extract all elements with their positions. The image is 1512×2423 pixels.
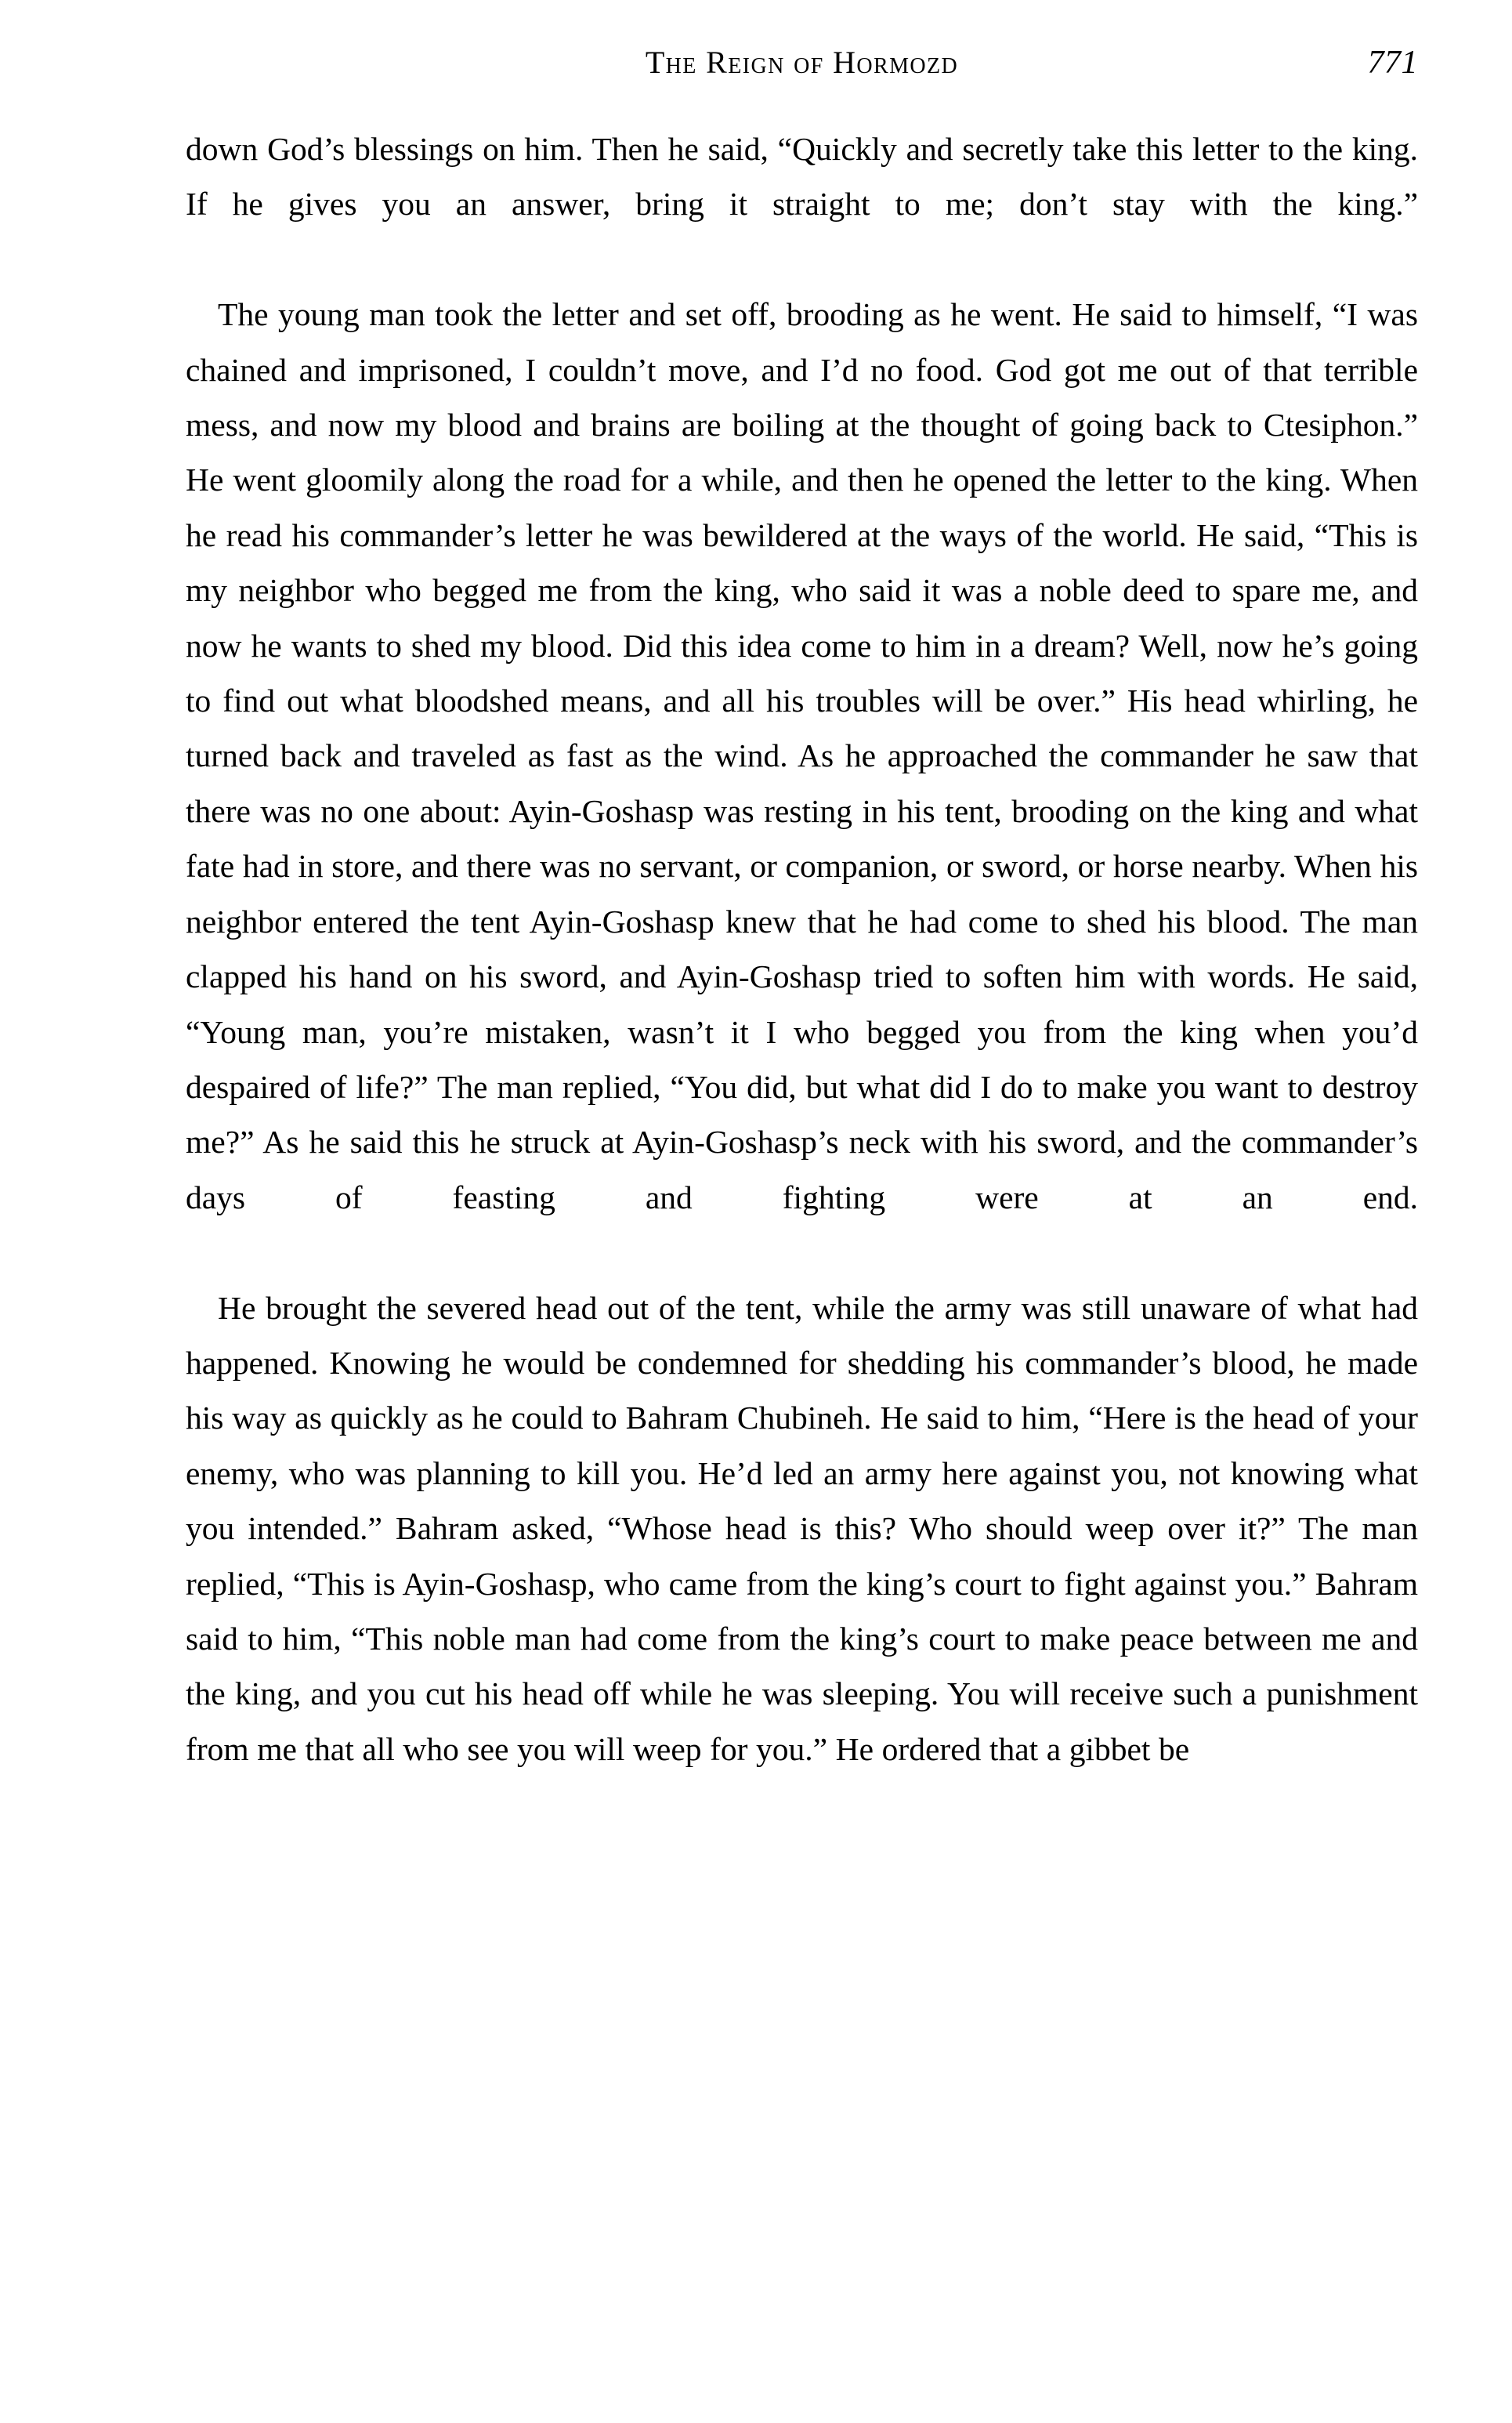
running-head [186, 41, 1418, 88]
running-head-title: The Reign of Hormozd [645, 45, 959, 80]
paragraph-2: The young man took the letter and set off, brooding as he went. He said to himself, “I was chained and imprisoned, I couldn’t move, and I’d no food. God got me out of that terrible mess, and now my blood and brains are boiling at the thought of going back to Ctesiphon.” He went gloomily along the road for a while, and then he opened the letter to the king. When he read his commander’s letter he was bewildered at the ways of the world. He said, “This is my neighbor who begged me from the king, who said it was a noble deed to spare me, and now he wants to shed my blood. Did this idea come to him in a dream? Well, now he’s going to find out what bloodshed means, and all his troubles will be over.” His head whirling, he turned back and traveled as fast as the wind. As he approached the commander he saw that there was no one about: Ayin-Goshasp was resting in his tent, brooding on the king and what fate had in store, and there was no servant, or companion, or sword, or horse nearby. When his neighbor entered the tent Ayin-Goshasp knew that he had come to shed his blood. The man clapped his hand on his sword, and Ayin-Goshasp tried to soften him with words. He said, “Young man, you’re mistaken, wasn’t it I who begged you from the king when you’d despaired of life?” The man replied, “You did, but what did I do to make you want to destroy me?” As he said this he struck at Ayin-Goshasp’s neck with his sword, and the commander’s days of feasting and fighting were at an end. [186, 296, 1418, 1215]
body-text-block [186, 121, 1418, 1777]
paragraph-1: down God’s blessings on him. Then he said, “Quickly and secretly take this letter to the king. If he gives you an answer, bring it straight to me; don’t stay with the king.” [186, 131, 1418, 223]
paragraph-3: He brought the severed head out of the tent, while the army was still unaware of what had happened. Knowing he would be condemned for shedding his commander’s blood, he made his way as quickly as he could to Bahram Chubineh. He said to him, “Here is the head of your enemy, who was planning to kill you. He’d led an army here against you, not knowing what you intended.” Bahram asked, “Whose head is this? Who should weep over it?” The man replied, “This is Ayin-Goshasp, who came from the king’s court to fight against you.” Bahram said to him, “This noble man had come from the king’s court to make peace between me and the king, and you cut his head off while he was sleeping. You will receive such a punishment from me that all who see you will weep for you.” He ordered that a gibbet be [186, 1289, 1418, 1767]
page-number: 771 [1367, 45, 1418, 81]
